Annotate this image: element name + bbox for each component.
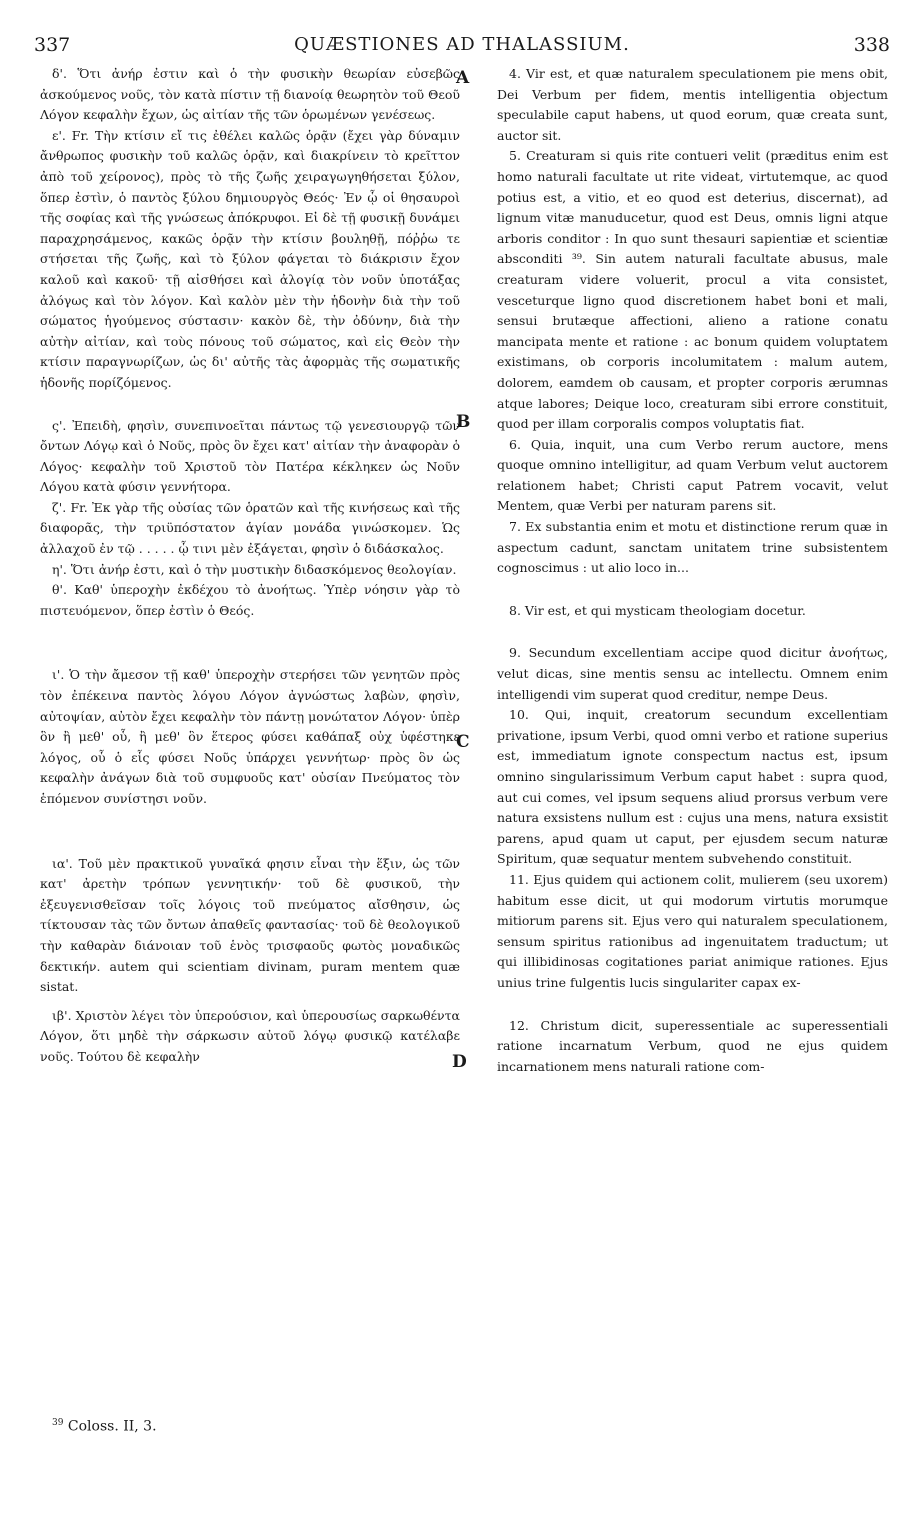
greek-scholion-12: ιβ'. Χριστὸν λέγει τὸν ὑπερούσιον, καὶ ὑπερουσίως σαρκωθέντα Λόγον, ὅτι μηδὲ τὴν σάρκωσιν αὐτοῦ λόγῳ φυσικῷ κατέλαβε νοῦς. Τούτου δὲ κεφαλὴν: [40, 1007, 460, 1064]
latin-column: [497, 64, 888, 1077]
footnote: [52, 1418, 157, 1435]
latin-scholion-9: 9. Secundum excellentiam accipe quod dicitur ἀνοήτως, velut dicas, sine mentis sensu ac intellectu. Omnem enim intelligendi vim superat quod creditur, nempe Deus.: [497, 645, 888, 702]
section-marker-b: B: [456, 412, 471, 432]
latin-scholion-12: 12. Christum dicit, superessentiale ac superessentiali ratione incarnatum Verbum, quod ne ejus quidem incarnationem mens naturali ratione com-: [497, 1017, 888, 1074]
latin-scholion-5: 5. Creaturam si quis rite contueri velit (præditus enim est homo naturali facultate ut rite videat, virtutemque, ac quod potius est, a vitio, et eo quod est deterius, discernat), ad lignum vitæ manuducetur, quod est Deus, omnis ligni atque arboris conditor : In quo sunt thesauri sapientiæ et scientiæ absconditi ³⁹. Sin autem naturali facultate abusus, male creaturam videre voluerit, procul a vita consistet, vesceturque ligno quod discretionem habet boni et mali, sensui brutæque affectioni, alieno a ratione conatu mancipata mente et ratione : ac bonum quidem voluptatem existimans, ob corporis incolumitatem : malum autem, dolorem, eamdem ob causam, et propter corporis ærumnas atque labores; Deique loco, creaturam sibi errore constituit, quod per illam corporalis compos voluptatis fiat.: [497, 148, 888, 432]
page-header: [34, 34, 890, 60]
page-number-left: 337: [34, 34, 71, 56]
greek-scholion-10: ι'. Ὁ τὴν ἄμεσον τῇ καθ' ὑπεροχὴν στερήσει τῶν γενητῶν πρὸς τὸν ἐπέκεινα παντὸς λόγου Λόγον ἀγνώστως λαβὼν, φησὶν, αὐτοψίαν, αὐτὸν ἔχει κεφαλὴν τὸν πάντῃ μονώτατον Λόγον· ὑπὲρ ὃν ἢ μεθ' οὗ, ἢ μεθ' ὃν ἕτερος φύσει καθάπαξ οὐχ ὑφέστηκε λόγος, οὗ ὁ εἷς φύσει Νοῦς ὑπάρχει γεννήτωρ· πρὸς ὃν ὡς κεφαλὴν ἀνάγων διὰ τοῦ συμφυοῦς κατ' οὐσίαν Πνεύματος τὸν ἑπόμενον συνίστησι νοῦν.: [40, 667, 460, 806]
greek-scholion-5: ε'. Fr. Τὴν κτίσιν εἴ τις ἐθέλει καλῶς ὁρᾷν (ἔχει γὰρ δύναμιν ἄνθρωπος φυσικὴν τοῦ καλῶς ὁρᾷν, καὶ διακρίνειν τὸ κρεῖττον ἀπὸ τοῦ χείρονος), πρὸς τὸ τῆς ζωῆς χειραγωγηθήσεται ξύλον, ὅπερ ἐστὶν, ὁ παντὸς ξύλου δημιουργὸς Θεός· Ἐν ᾧ οἱ θησαυροὶ τῆς σοφίας καὶ τῆς γνώσεως ἀπόκρυφοι. Εἰ δὲ τῇ φυσικῇ δυνάμει παραχρησάμενος, κακῶς ὁρᾷν τὴν κτίσιν βουληθῇ, πόῤῥω τε στήσεται τῆς ζωῆς, καὶ τὸ ξύλον φάγεται τὸ διάκρισιν ἔχον καλοῦ καὶ κακοῦ· τῇ αἰσθήσει καὶ ἀλογίᾳ τὸν νοῦν ὑποτάξας ἀλόγως καὶ τὸν λόγον. Καὶ καλὸν μὲν τὴν ἡδονὴν διὰ τὴν τοῦ σώματος ἡγούμενος σύστασιν· κακὸν δὲ, τὴν ὀδύνην, διὰ τὴν αὐτὴν αἰτίαν, καὶ τοὺς πόνους τοῦ σώματος, καὶ εἰς Θεὸν τὴν κτίσιν παραγνωρίζων, ὡς δι' αὐτῆς τὰς ἀφορμὰς τῆς σωματικῆς ἡδονῆς πορίζόμενος.: [40, 127, 460, 390]
latin-scholion-8: 8. Vir est, et qui mysticam theologiam docetur.: [509, 602, 806, 618]
greek-column: [40, 64, 460, 1068]
greek-scholion-9: θ'. Καθ' ὑπεροχὴν ἐκδέχου τὸ ἀνοήτως. Ὑπὲρ νόησιν γὰρ τὸ πιστευόμενον, ὅπερ ἐστὶν ὁ Θεός.: [40, 582, 460, 618]
section-marker-a: A: [456, 68, 470, 88]
footnote-text: Coloss. II, 3.: [67, 1418, 157, 1435]
greek-scholion-8: η'. Ὅτι ἀνήρ ἐστι, καὶ ὁ τὴν μυστικὴν διδασκόμενος θεολογίαν.: [52, 561, 457, 577]
greek-scholion-4: δ'. Ὅτι ἀνήρ ἐστιν καὶ ὁ τὴν φυσικὴν θεωρίαν εὐσεβῶς ἀσκούμενος νοῦς, τὸν κατὰ πίστιν τῇ διανοίᾳ θεωρητὸν τοῦ Θεοῦ Λόγον κεφαλὴν ἔχων, ὡς αἰτίαν τῆς τῶν ὁρωμένων γενέσεως.: [40, 66, 460, 123]
latin-scholion-4: 4. Vir est, et quæ naturalem speculationem pie mens obit, Dei Verbum per fidem, mentis intelligentia objectum speculabile caput habens, ut quod eorum, quæ creata sunt, auctor sit.: [497, 66, 888, 143]
running-title: QUÆSTIONES AD THALASSIUM.: [294, 34, 630, 55]
latin-scholion-11: 11. Ejus quidem qui actionem colit, mulierem (seu uxorem) habitum esse dicit, ut qui modorum virtutis morumque mitiorum parens sit. Ejus vero qui naturalem speculationem, sensum spiritus rationibus ad ingenuitatem traductum; ut qui illibidinosas cogitationes pariat animique rationes. Ejus unius trine fulgentis lucis singulariter capax ex-: [497, 871, 888, 990]
footnote-ref: 39: [52, 1418, 64, 1428]
section-marker-c: C: [456, 732, 470, 752]
section-marker-d: D: [452, 1052, 467, 1072]
latin-scholion-10: 10. Qui, inquit, creatorum secundum excellentiam privatione, ipsum Verbi, quod omni verbo et ratione superius est, immediatum ignote conspectum nactus est, ipsum omnino singularissimum Verbum caput habet : supra quod, aut cui comes, vel ipsum sequens aliud prorsus verbum vere natura exsistens nullum est : cujus una mens, natura exsistit parens, apud quam ut caput, per ejusdem secum naturæ Spiritum, quæ sequatur mentem subvehendo constituit.: [497, 707, 888, 867]
page-number-right: 338: [853, 34, 890, 56]
latin-scholion-7: 7. Ex substantia enim et motu et distinctione rerum quæ in aspectum cadunt, sanctam unitatem trine subsistentem cognoscimus : ut alio loco in...: [497, 519, 888, 576]
greek-scholion-7: ζ'. Fr. Ἐκ γὰρ τῆς οὐσίας τῶν ὁρατῶν καὶ τῆς κινήσεως καὶ τῆς διαφορᾶς, τὴν τριϋπόστατον ἁγίαν μονάδα γινώσκομεν. Ὡς ἀλλαχοῦ ἐν τῷ . . . . . ᾧ τινι μὲν ἐξάγεται, φησὶν ὁ διδάσκαλος.: [40, 499, 460, 557]
greek-scholion-6: ς'. Ἐπειδὴ, φησὶν, συνεπινοεῖται πάντως τῷ γενεσιουργῷ τῶν ὄντων Λόγῳ καὶ ὁ Νοῦς, πρὸς ὃν ἔχει κατ' αἰτίαν τὴν ἀναφορὰν ὁ Λόγος· κεφαλὴν τοῦ Χριστοῦ τὸν Πατέρα κέκληκεν ὡς Νοῦν Λόγου κατὰ φύσιν γεννήτορα.: [40, 417, 460, 495]
latin-scholion-6: 6. Quia, inquit, una cum Verbo rerum auctore, mens quoque omnino intelligitur, ad quam Verbum velut auctorem relationem habet; Christi caput Patrem vocavit, velut Mentem, quæ Verbi per naturam parens sit.: [497, 436, 888, 514]
greek-scholion-11: ια'. Τοῦ μὲν πρακτικοῦ γυναῖκά φησιν εἶναι τὴν ἕξιν, ὡς τῶν κατ' ἀρετὴν τρόπων γεννητικήν· τοῦ δὲ φυσικοῦ, τὴν ἐξευγενισθεῖσαν τοῖς λόγοις τοῦ πνεύματος αἴσθησιν, ὡς τίκτουσαν τὰς τῶν ὄντων ἀπαθεῖς φαντασίας· τοῦ δὲ θεολογικοῦ τὴν καθαρὰν διάνοιαν τοῦ ἑνὸς τρισφαοῦς φωτὸς μοναδικῶς δεκτικήν. autem qui scientiam divinam, puram mentem quæ sistat.: [40, 855, 460, 995]
